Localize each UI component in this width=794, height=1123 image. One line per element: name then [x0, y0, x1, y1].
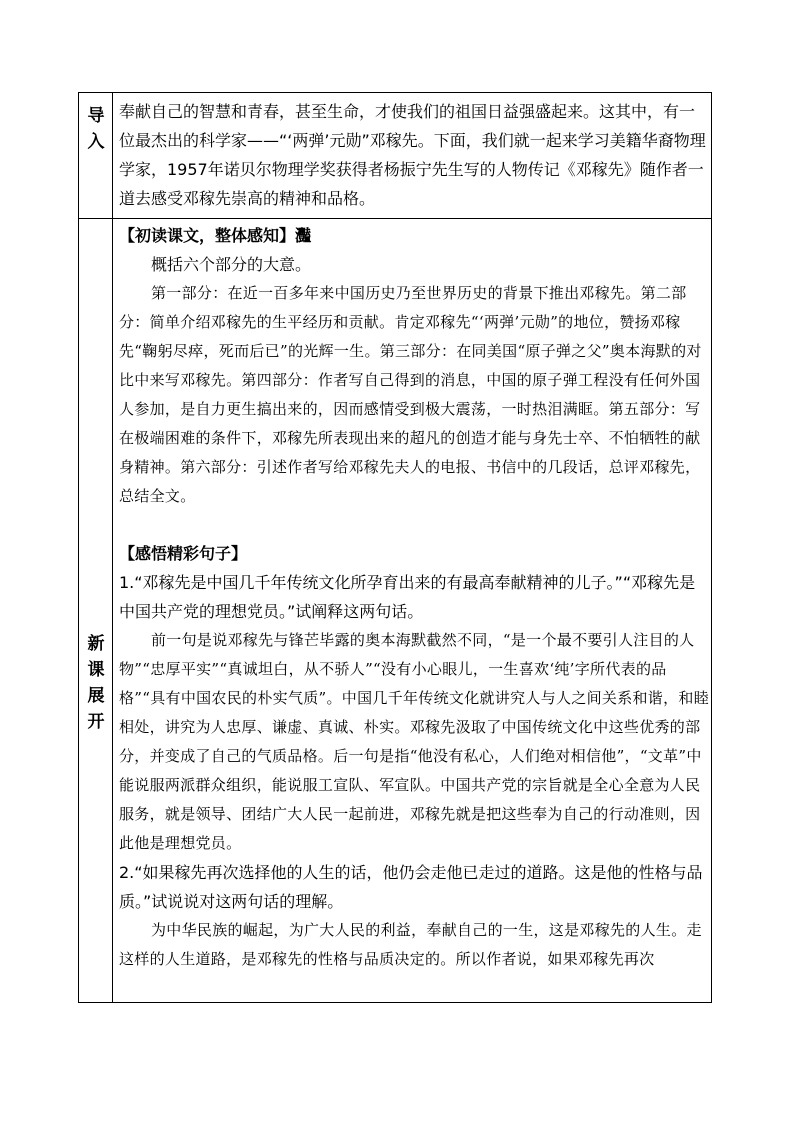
intro-text: 奉献自己的智慧和青春，甚至生命，才使我们的祖国日益强盛起来。这其中，有一位最杰出的科学家——“‘两弹’元勋”邓稼先。下面，我们就一起来学习美籍华裔物理学家，1957年诺贝尔物理学奖获得者杨振宁先生写的人物传记《邓稼先》随作者一道去感受邓稼先崇高的精神和品格。 — [119, 102, 706, 208]
lesson-table — [78, 92, 712, 1003]
summary-answer: 第一部分：在近一百多年来中国历史乃至世界历史的背景下推出邓稼先。第二部分：简单介绍邓稼先的生平经历和贡献。肯定邓稼先“‘两弹’元勋”的地位，赞扬邓稼先“鞠躬尽瘁，死而后已”的光辉一生。第三部分：在同美国“原子弹之父”奥本海默的对比中来写邓稼先。第四部分：作者写自己得到的消息，中国的原子弹工程没有任何外国人参加，是自力更生搞出来的，因而感情受到极大震荡，一时热泪满眶。第五部分：写在极端困难的条件下，邓稼先所表现出来的超凡的创造才能与身先士卒、不怕牺牲的献身精神。第六部分：引述作者写给邓稼先夫人的电报、书信中的几段话，总评邓稼先，总结全文。 — [119, 284, 702, 505]
question-1: 1.“邓稼先是中国几千年传统文化所孕育出来的有最高奉献精神的儿子。”“邓稼先是中国共产党的理想党员。”试阐释这两句话。 — [119, 573, 696, 621]
intro-row — [79, 93, 711, 219]
section-heading-first-reading: 【初读课文，整体感知】灩 — [119, 226, 312, 245]
main-label: 新 课 展 开 — [87, 634, 105, 732]
intro-label: 导 入 — [87, 106, 105, 152]
intro-label-cell — [79, 93, 113, 218]
task-summary-prompt: 概括六个部分的大意。 — [151, 255, 312, 274]
answer-2: 为中华民族的崛起，为广大人民的利益，奉献自己的一生，这是邓稼先的人生。走这样的人生道路，是邓稼先的性格与品质决定的。所以作者说，如果邓稼先再次 — [119, 921, 702, 968]
section-heading-sentences: 【感悟精彩句子】 — [119, 544, 248, 563]
answer-1: 前一句是说邓稼先与锋芒毕露的奥本海默截然不同，“是一个最不要引人注目的人物”“忠厚平实”“真诚坦白，从不骄人”“没有小心眼儿，一生喜欢‘纯’字所代表的品格”“具有中国农民的朴实气质”。中国几千年传统文化就讲究人与人之间关系和谐，和睦相处，讲究为人忠厚、谦虚、真诚、朴实。邓稼先汲取了中国传统文化中这些优秀的部分，并变成了自己的气质品格。后一句是指“他没有私心，人们绝对相信他”，“文革”中能说服两派群众组织，能说服工宣队、军宣队。中国共产党的宗旨就是全心全意为人民服务，就是领导、团结广大人民一起前进，邓稼先就是把这些奉为自己的行动准则，因此他是理想党员。 — [119, 631, 710, 852]
main-row — [79, 219, 711, 1002]
question-2: 2.“如果稼先再次选择他的人生的话，他仍会走他已走过的道路。这是他的性格与品质。”试说说对这两句话的理解。 — [119, 863, 703, 911]
main-label-cell — [79, 219, 113, 1002]
